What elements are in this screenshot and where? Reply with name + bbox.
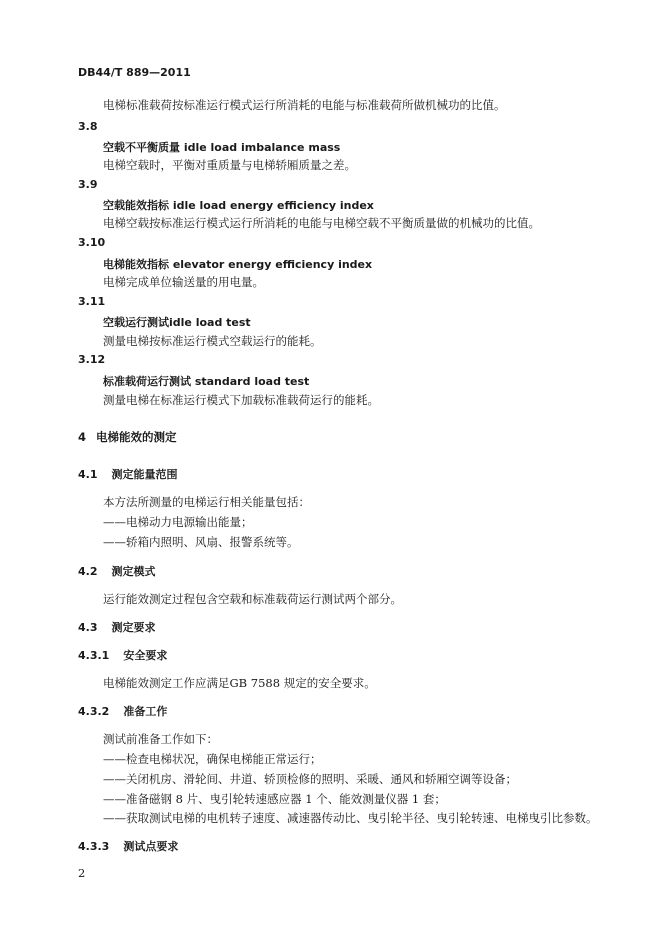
- paragraph: 测试前准备工作如下：: [103, 732, 218, 746]
- term-title: 空载运行测试idle load test: [103, 316, 251, 329]
- document-header: DB44/T 889—2011: [78, 66, 191, 79]
- list-item: ——获取测试电梯的电机转子速度、减速器传动比、曳引轮半径、曳引轮转速、电梯曳引比参数。: [103, 811, 598, 825]
- subsection-title: 测定能量范围: [111, 468, 178, 481]
- subsection-title: 测定要求: [111, 621, 156, 634]
- subsection-number: 4.3: [78, 621, 98, 634]
- list-item: ——电梯动力电源输出能量；: [103, 515, 253, 529]
- term-title: 标准载荷运行测试 standard load test: [103, 375, 310, 388]
- subsection-heading: [78, 703, 167, 719]
- term-title: 空载能效指标 idle load energy efficiency index: [103, 199, 374, 212]
- list-item: ——准备磁钢 8 片、曳引轮转速感应器 1 个、能效测量仪器 1 套；: [103, 792, 446, 806]
- page-number: 2: [78, 866, 86, 880]
- term-title: 空载不平衡质量 idle load imbalance mass: [103, 141, 341, 154]
- term-title: 电梯能效指标 elevator energy efficiency index: [103, 258, 373, 271]
- subsection-heading: [78, 563, 156, 579]
- paragraph: 运行能效测定过程包含空载和标准载荷运行测试两个部分。: [103, 592, 402, 606]
- paragraph: 本方法所测量的电梯运行相关能量包括：: [103, 495, 310, 509]
- subsection-title: 测试点要求: [123, 840, 179, 853]
- subsection-title: 安全要求: [123, 649, 168, 662]
- subsection-number: 4.3.2: [78, 705, 110, 718]
- term-number: 3.8: [78, 120, 98, 133]
- term-definition: 电梯空载时，平衡对重质量与电梯轿厢质量之差。: [103, 158, 356, 172]
- list-item: ——检查电梯状况，确保电梯能正常运行；: [103, 752, 322, 766]
- section-heading: [78, 429, 177, 445]
- subsection-number: 4.1: [78, 468, 98, 481]
- subsection-title: 测定模式: [111, 565, 156, 578]
- subsection-title: 准备工作: [123, 705, 168, 718]
- section-number: 4: [78, 430, 87, 444]
- subsection-heading: [78, 619, 156, 635]
- term-number: 3.12: [78, 353, 106, 366]
- term-number: 3.11: [78, 295, 106, 308]
- subsection-heading: [78, 838, 178, 854]
- term-number: 3.10: [78, 236, 106, 249]
- paragraph: 电梯能效测定工作应满足GB 7588 规定的安全要求。: [103, 676, 376, 690]
- subsection-number: 4.3.3: [78, 840, 110, 853]
- term-definition: 测量电梯在标准运行模式下加载标准载荷运行的能耗。: [103, 393, 379, 407]
- term-number: 3.9: [78, 178, 98, 191]
- term-definition: 电梯完成单位输送量的用电量。: [103, 275, 264, 289]
- section-title: 电梯能效的测定: [96, 430, 177, 444]
- subsection-heading: [78, 466, 178, 482]
- list-item: ——轿箱内照明、风扇、报警系统等。: [103, 535, 299, 549]
- subsection-number: 4.2: [78, 565, 98, 578]
- term-definition: 测量电梯按标准运行模式空载运行的能耗。: [103, 334, 322, 348]
- term-definition: 电梯空载按标准运行模式运行所消耗的电能与电梯空载不平衡质量做的机械功的比值。: [103, 216, 540, 230]
- continued-definition: 电梯标准载荷按标准运行模式运行所消耗的电能与标准载荷所做机械功的比值。: [103, 98, 506, 112]
- subsection-number: 4.3.1: [78, 649, 110, 662]
- subsection-heading: [78, 647, 167, 663]
- list-item: ——关闭机房、滑轮间、井道、轿顶检修的照明、采暖、通风和轿厢空调等设备；: [103, 772, 517, 786]
